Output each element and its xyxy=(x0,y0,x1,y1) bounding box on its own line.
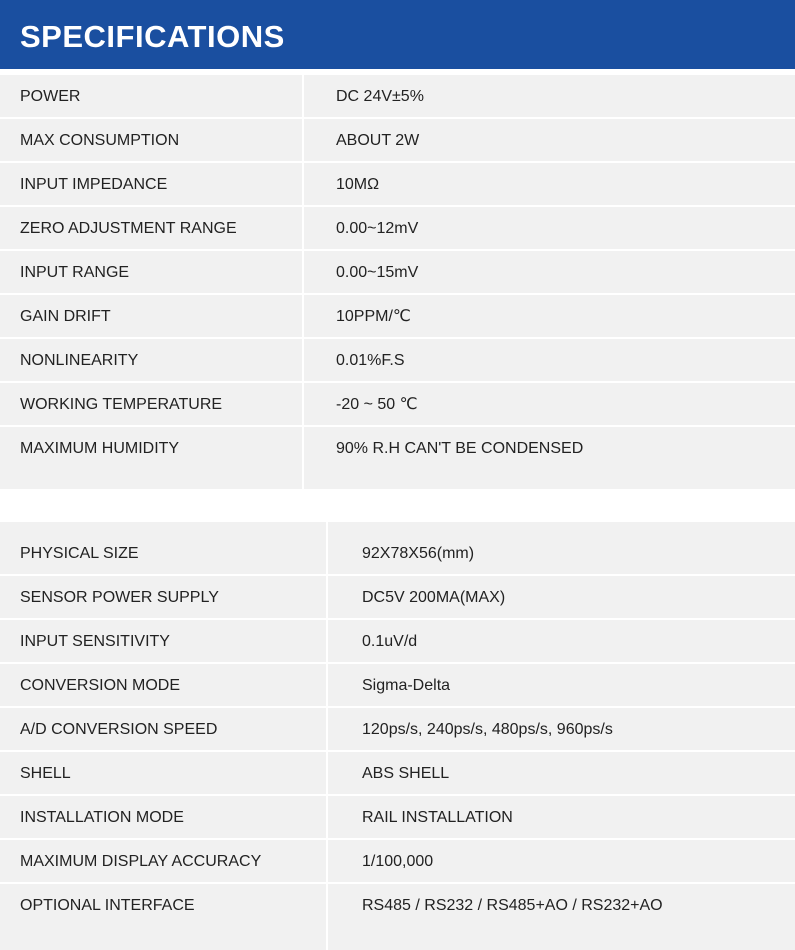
spec-label: NONLINEARITY xyxy=(20,352,139,369)
spec-value: ABS SHELL xyxy=(362,765,450,782)
spec-label: ZERO ADJUSTMENT RANGE xyxy=(20,220,237,237)
spec-value: DC 24V±5% xyxy=(336,88,424,105)
spec-label: SENSOR POWER SUPPLY xyxy=(20,589,219,606)
spec-label: MAX CONSUMPTION xyxy=(20,132,180,149)
table-row xyxy=(0,664,795,708)
spec-value: 0.01%F.S xyxy=(336,352,405,369)
spec-label: A/D CONVERSION SPEED xyxy=(20,721,218,738)
table-row xyxy=(0,576,795,620)
table-row xyxy=(0,295,795,339)
table-row xyxy=(0,796,795,840)
table-row xyxy=(0,708,795,752)
spec-value: Sigma-Delta xyxy=(362,677,451,694)
spec-value: 90% R.H CAN'T BE CONDENSED xyxy=(336,440,584,457)
spec-label: MAXIMUM HUMIDITY xyxy=(20,440,180,457)
spec-label: POWER xyxy=(20,88,81,105)
spec-value: 0.00~15mV xyxy=(336,264,419,281)
spec-value: 0.1uV/d xyxy=(362,633,418,650)
spec-label: OPTIONAL INTERFACE xyxy=(20,897,195,914)
spec-label: INPUT RANGE xyxy=(20,264,130,281)
spec-value: ABOUT 2W xyxy=(336,132,420,149)
table-row xyxy=(0,427,795,471)
table-row xyxy=(0,752,795,796)
spec-label: SHELL xyxy=(20,765,71,782)
spec-label: GAIN DRIFT xyxy=(20,308,111,325)
table-row xyxy=(0,532,795,576)
table-row xyxy=(0,383,795,427)
spec-value: RAIL INSTALLATION xyxy=(362,809,513,826)
spec-value: 120ps/s, 240ps/s, 480ps/s, 960ps/s xyxy=(362,721,613,738)
table-row xyxy=(0,119,795,163)
spec-label: INPUT SENSITIVITY xyxy=(20,633,170,650)
page-title: SPECIFICATIONS xyxy=(20,19,285,54)
table-row xyxy=(0,620,795,664)
table-row xyxy=(0,251,795,295)
table-row xyxy=(0,884,795,928)
spec-value: 1/100,000 xyxy=(362,853,434,870)
spec-label: PHYSICAL SIZE xyxy=(20,545,139,562)
specifications-header xyxy=(0,0,795,69)
spec-value: DC5V 200MA(MAX) xyxy=(362,589,506,606)
spec-label: CONVERSION MODE xyxy=(20,677,181,694)
spec-table-physical xyxy=(0,522,795,950)
spec-value: 10PPM/℃ xyxy=(336,308,411,325)
spec-label: MAXIMUM DISPLAY ACCURACY xyxy=(20,853,262,870)
spec-value: RS485 / RS232 / RS485+AO / RS232+AO xyxy=(362,897,663,914)
table-row xyxy=(0,163,795,207)
spec-label: WORKING TEMPERATURE xyxy=(20,396,223,413)
spec-value: -20 ~ 50 ℃ xyxy=(336,396,418,413)
spec-table-electrical xyxy=(0,75,795,489)
table-row xyxy=(0,75,795,119)
spec-value: 0.00~12mV xyxy=(336,220,419,237)
spec-label: INPUT IMPEDANCE xyxy=(20,176,168,193)
spec-label: INSTALLATION MODE xyxy=(20,809,184,826)
table-row xyxy=(0,207,795,251)
table-row xyxy=(0,840,795,884)
table-row xyxy=(0,339,795,383)
spec-value: 10MΩ xyxy=(336,176,380,193)
spec-value: 92X78X56(mm) xyxy=(362,545,475,562)
